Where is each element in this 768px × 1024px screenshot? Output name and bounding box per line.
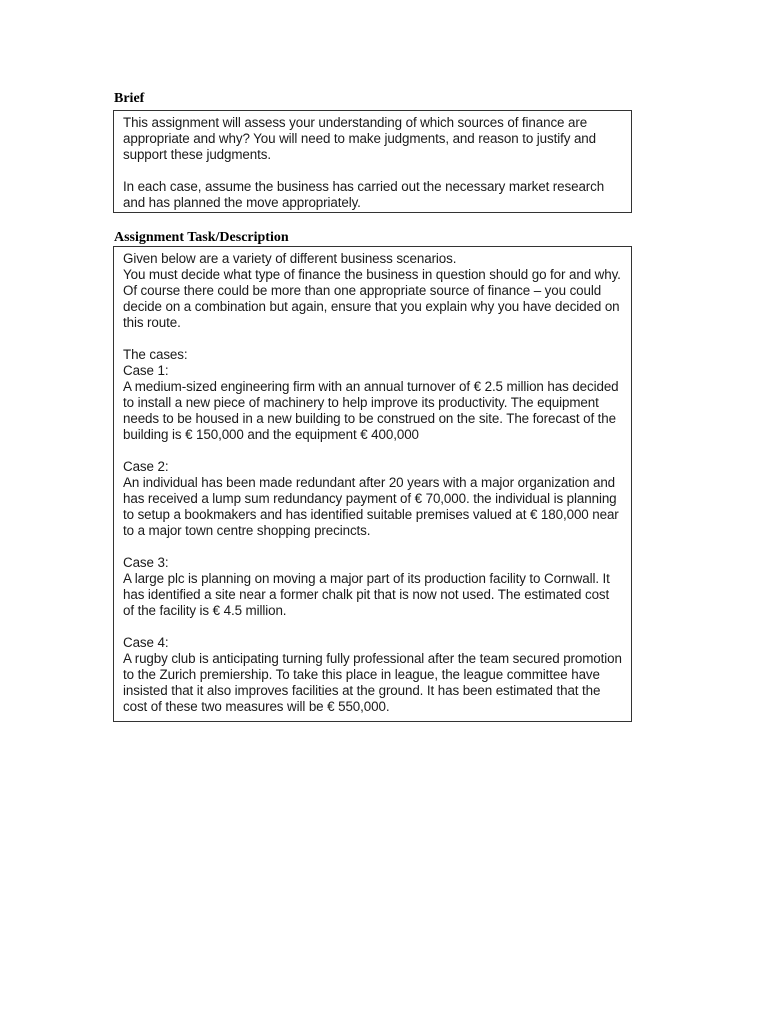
case-1-text: A medium-sized engineering firm with an annual turnover of € 2.5 million has decided to install a new piece of machinery to help improve its productivity. The equipment needs to be housed in a new building to be construed on the site. The forecast of the building is € 150,000 and the equipment € 400,000: [123, 379, 619, 442]
case-2-title: Case 2:: [123, 459, 169, 474]
case-3-text: A large plc is planning on moving a major part of its production facility to Cornwall. It has identified a site near a former chalk pit that is now not used. The estimated cost of the facility is € 4.5 million.: [123, 571, 610, 618]
task-heading: Assignment Task/Description: [114, 230, 289, 245]
task-intro-2: You must decide what type of finance the business in question should go for and why. Of course there could be more than one appropriate source of finance – you could decide on a combination but again, ensure that you explain why you have decided on this route.: [123, 267, 621, 330]
task-intro-1: Given below are a variety of different business scenarios.: [123, 251, 457, 266]
task-box: [113, 246, 632, 722]
case-4-text: A rugby club is anticipating turning fully professional after the team secured promotion to the Zurich premiership. To take this place in league, the league committee have insisted that it also improves facilities at the ground. It has been estimated that the cost of these two measures will be € 550,000.: [123, 651, 622, 714]
case-4-title: Case 4:: [123, 635, 169, 650]
brief-box: [113, 110, 632, 213]
case-2-text: An individual has been made redundant after 20 years with a major organization and has received a lump sum redundancy payment of € 70,000. the individual is planning to setup a bookmakers and has identified suitable premises valued at € 180,000 near to a major town centre shopping precincts.: [123, 475, 619, 538]
brief-heading: Brief: [114, 91, 145, 106]
case-1-title: Case 1:: [123, 363, 169, 378]
brief-paragraph-1: This assignment will assess your understanding of which sources of finance are appropriate and why? You will need to make judgments, and reason to justify and support these judgments.: [123, 115, 596, 162]
brief-paragraph-2: In each case, assume the business has carried out the necessary market research and has planned the move appropriately.: [123, 179, 605, 210]
cases-label: The cases:: [123, 347, 188, 362]
case-3-title: Case 3:: [123, 555, 169, 570]
